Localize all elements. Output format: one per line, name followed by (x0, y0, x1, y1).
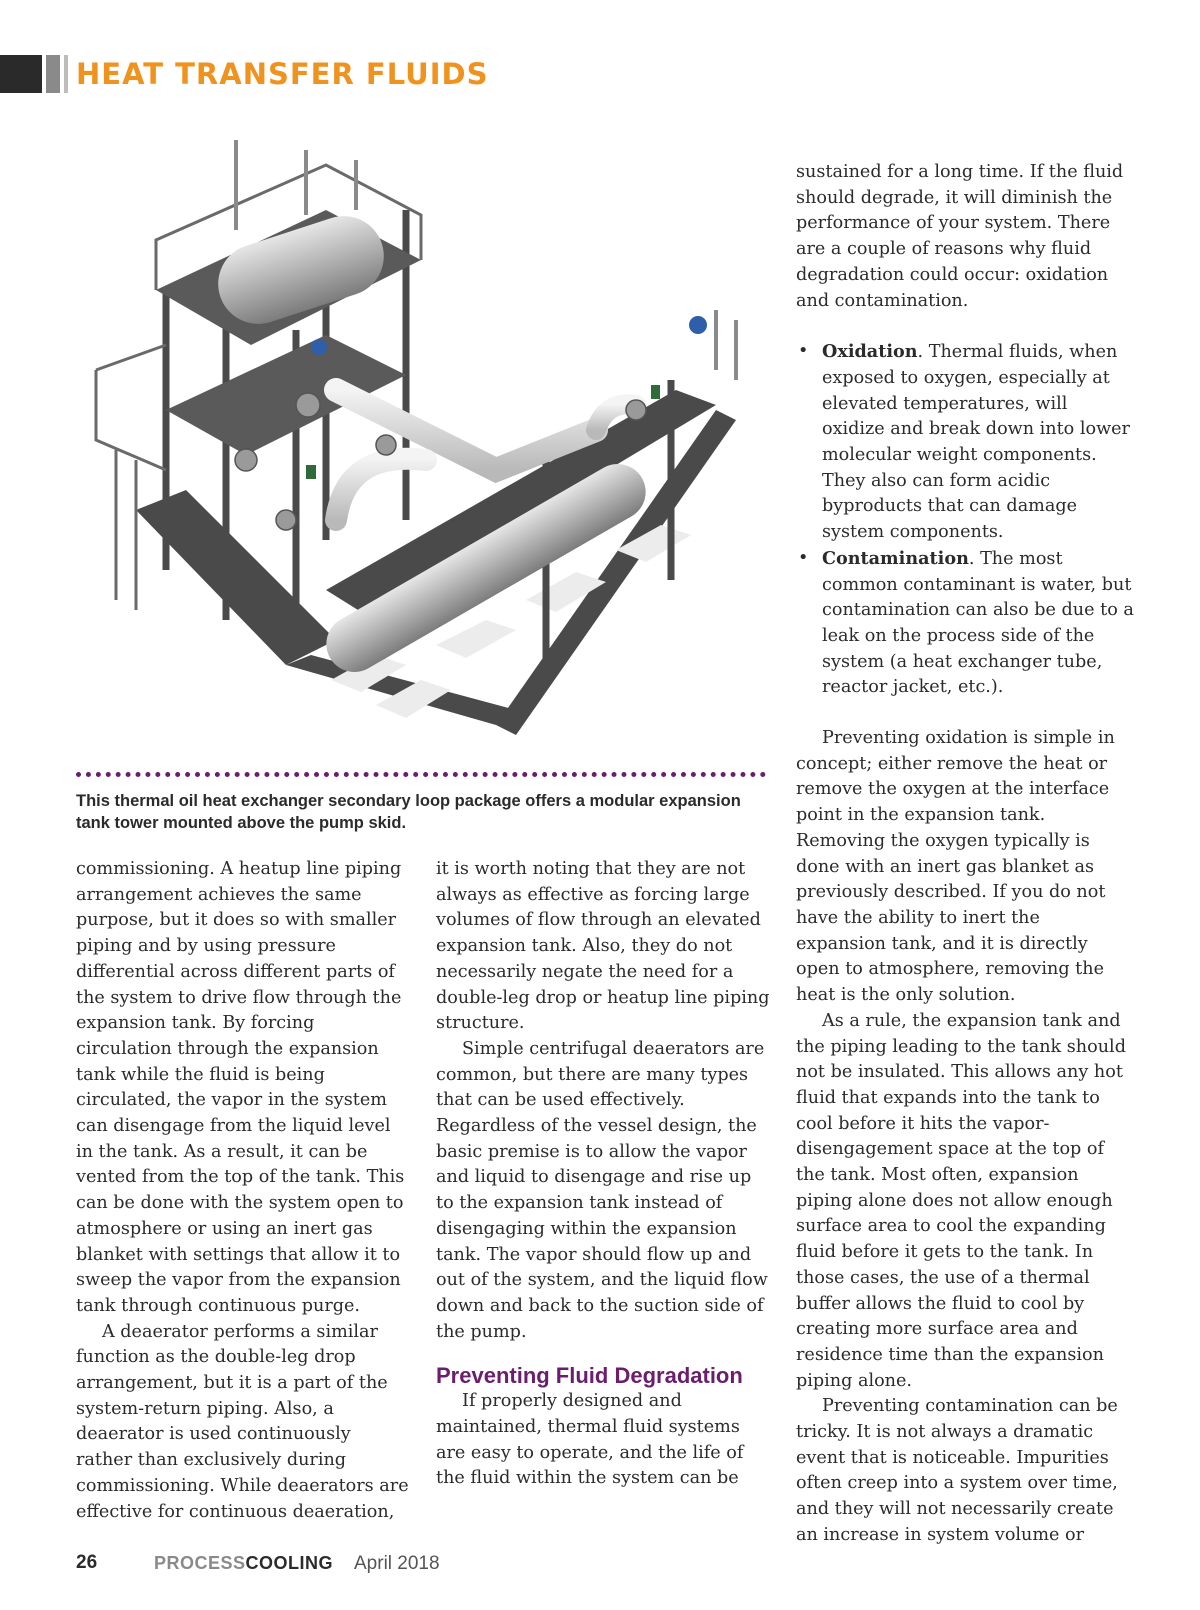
page-number: 26 (76, 1552, 98, 1573)
paragraph: If properly designed and maintained, thermal fluid systems are easy to operate, and the life of the fluid within the system can be (436, 1391, 744, 1489)
paragraph: As a rule, the expansion tank and the piping leading to the tank should not be insulated. This allows any hot fluid that expands into the tank to cool before it hits the vapor-disengagement space at the top of the tank. Most often, expansion piping alone does not allow enough surface area to cool the expanding fluid before it gets to the tank. In those cases, the use of a thermal buffer allows the fluid to cool by creating more surface area and residence time than the expansion piping alone. (796, 1010, 1126, 1391)
paragraph: sustained for a long time. If the fluid should degrade, it will diminish the performance of your system. There are a couple of reasons why fluid degradation could occur: oxidation and contamination. (796, 162, 1124, 311)
text-column-3 (796, 160, 1134, 1549)
text-column-2 (436, 857, 772, 1492)
header-block-dark (0, 55, 42, 93)
publication-logo (154, 1553, 333, 1574)
bullet-icon: • (798, 341, 809, 362)
section-header (0, 55, 600, 93)
industrial-skid-illustration-icon (76, 120, 766, 760)
issue-date: April 2018 (354, 1553, 440, 1574)
paragraph: commissioning. A heatup line piping arrangement achieves the same purpose, but it does so with smaller piping and by using pressure differential across different parts of the system to drive flow through the expansion tank. By forcing circulation through the expansion tank while the fluid is being circulated, the vapor in the system can disengage from the liquid level in the tank. As a result, it can be vented from the top of the tank. This can be done with the system open to atmosphere or using an inert gas blanket with settings that allow it to sweep the vapor from the expansion tank through continuous purge. (76, 859, 405, 1316)
paragraph: Preventing oxidation is simple in concept; either remove the heat or remove the oxygen at the interface point in the expansion tank. Removing the oxygen typically is done with an inert gas blanket as previously described. If you do not have the ability to inert the expansion tank, and it is directly open to atmosphere, removing the heat is the only solution. (796, 728, 1115, 1006)
section-title: HEAT TRANSFER FLUIDS (76, 57, 489, 91)
list-item (796, 546, 1134, 701)
page-footer (76, 1552, 676, 1582)
list-item (796, 339, 1134, 546)
list-item-text: . Thermal fluids, when exposed to oxygen, especially at elevated temperatures, will oxidize and break down into lower molecular weight components. They also can form acidic byproducts that can damage system components. (822, 342, 1130, 543)
paragraph: it is worth noting that they are not always as effective as forcing large volumes of flow through an elevated expansion tank. Also, they do not necessarily negate the need for a double-leg drop or heatup line piping structure. (436, 859, 770, 1034)
bullet-list (796, 339, 1134, 701)
subheading: Preventing Fluid Degradation (436, 1363, 743, 1389)
paragraph: Simple centrifugal deaerators are common, but there are many types that can be used effectively. Regardless of the vessel design, the basic premise is to allow the vapor and liquid to disengage and rise up to the expansion tank instead of disengaging within the expansion tank. The vapor should flow up and out of the system, and the liquid flow down and back to the suction side of the pump. (436, 1038, 768, 1342)
brand-part-2: COOLING (245, 1553, 334, 1573)
list-item-text: . The most common contaminant is water, but contamination can also be due to a leak on the process side of the system (a heat exchanger tube, reactor jacket, etc.). (822, 548, 1134, 698)
caption-dotted-rule (76, 772, 766, 777)
header-divider (64, 55, 68, 93)
bullet-icon: • (798, 547, 809, 568)
list-item-term: Oxidation (822, 341, 918, 363)
list-item-term: Contamination (822, 547, 969, 569)
header-block-gray (46, 55, 60, 93)
paragraph: A deaerator performs a similar function as the double-leg drop arrangement, but it is a part of the system-return piping. Also, a deaerator is used continuously rather than exclusively during commissioning. While deaerators are effective for continuous deaeration, (76, 1321, 409, 1522)
brand-part-1: PROCESS (154, 1553, 246, 1573)
figure-caption: This thermal oil heat exchanger secondary loop package offers a modular expansion tank tower mounted above the pump skid. (76, 792, 741, 832)
paragraph: Preventing contamination can be tricky. It is not always a dramatic event that is noticeable. Impurities often creep into a system over time, and they will not necessarily create an increase in system volume or (796, 1396, 1118, 1545)
text-column-1 (76, 857, 412, 1525)
